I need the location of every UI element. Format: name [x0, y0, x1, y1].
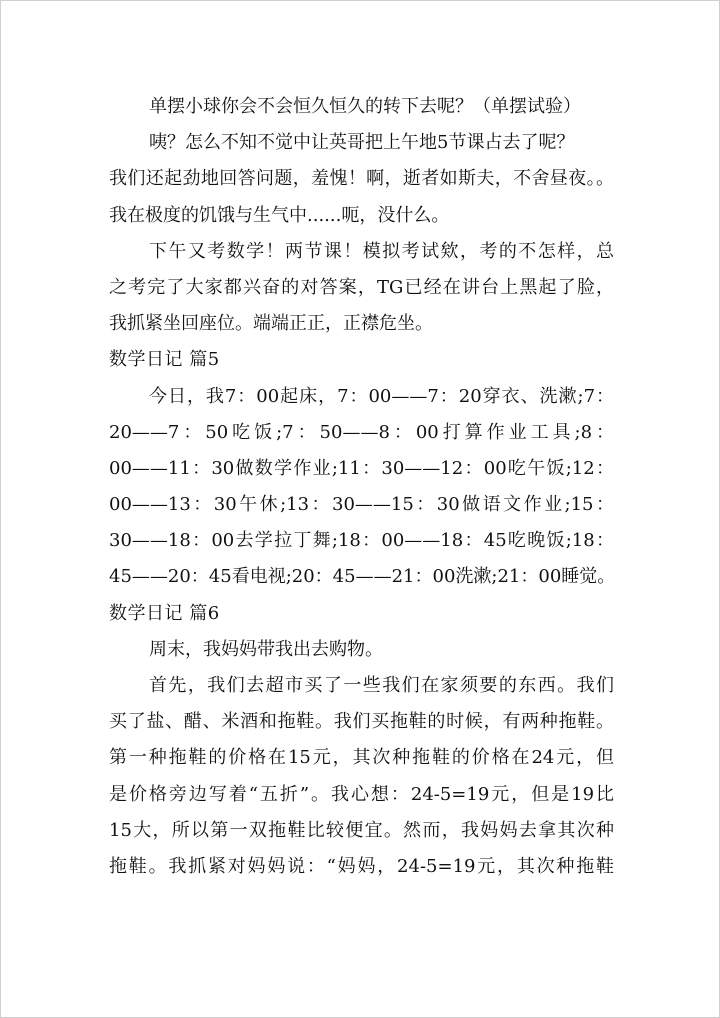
paragraph-line: 第一种拖鞋的价格在15元，其次种拖鞋的价格在24元，但: [109, 747, 614, 769]
paragraph-line: 买了盐、醋、米酒和拖鞋。我们买拖鞋的时候，有两种拖鞋。: [109, 711, 614, 733]
paragraph-line: 00——13：30午休;13：30——15：30做语文作业;15：: [109, 494, 614, 516]
paragraph-line: 今日，我7：00起床，7：00——7：20穿衣、洗漱;7：: [149, 385, 614, 407]
paragraph-line: 我在极度的饥饿与生气中......呃，没什么。: [109, 204, 450, 226]
paragraph-line: 00——11：30做数学作业;11：30——12：00吃午饭;12：: [109, 457, 614, 479]
section-heading: 数学日记 篇5: [109, 349, 220, 371]
paragraph-line: 是价格旁边写着“五折”。我心想：24-5=19元，但是19比: [109, 783, 614, 805]
paragraph-line: 30——18：00去学拉丁舞;18：00——18：45吃晚饭;18：: [109, 530, 614, 552]
paragraph-line: 首先，我们去超市买了一些我们在家须要的东西。我们: [149, 675, 614, 696]
paragraph-line: 下午又考数学！两节课！模拟考试欸，考的不怎样，总: [149, 240, 614, 262]
paragraph-line: 周末，我妈妈带我出去购物。: [149, 638, 383, 660]
section-heading: 数学日记 篇6: [109, 602, 220, 624]
paragraph-line: 15大，所以第一双拖鞋比较便宜。然而，我妈妈去拿其次种: [109, 819, 614, 841]
paragraph-line: 我抓紧坐回座位。端端正正，正襟危坐。: [109, 313, 433, 335]
paragraph-line: 之考完了大家都兴奋的对答案，TG已经在讲台上黑起了脸，: [109, 276, 614, 298]
paragraph-line: 咦？怎么不知不觉中让英哥把上午地5节课占去了呢？: [149, 132, 575, 154]
paragraph-line: 45——20：45看电视;20：45——21：00洗漱;21：00睡觉。: [109, 566, 616, 588]
paragraph-line: 单摆小球你会不会恒久恒久的转下去呢？（单摆试验）: [149, 96, 581, 117]
paragraph-line: 我们还起劲地回答问题，羞愧！啊，逝者如斯夫，不舍昼夜。。: [109, 168, 614, 190]
document-body: [109, 89, 614, 885]
paragraph-line: 拖鞋。我抓紧对妈妈说：“妈妈，24-5=19元，其次种拖鞋: [109, 855, 614, 877]
paragraph-line: 20——7：50吃饭;7：50——8：00打算作业工具;8：: [109, 421, 614, 443]
